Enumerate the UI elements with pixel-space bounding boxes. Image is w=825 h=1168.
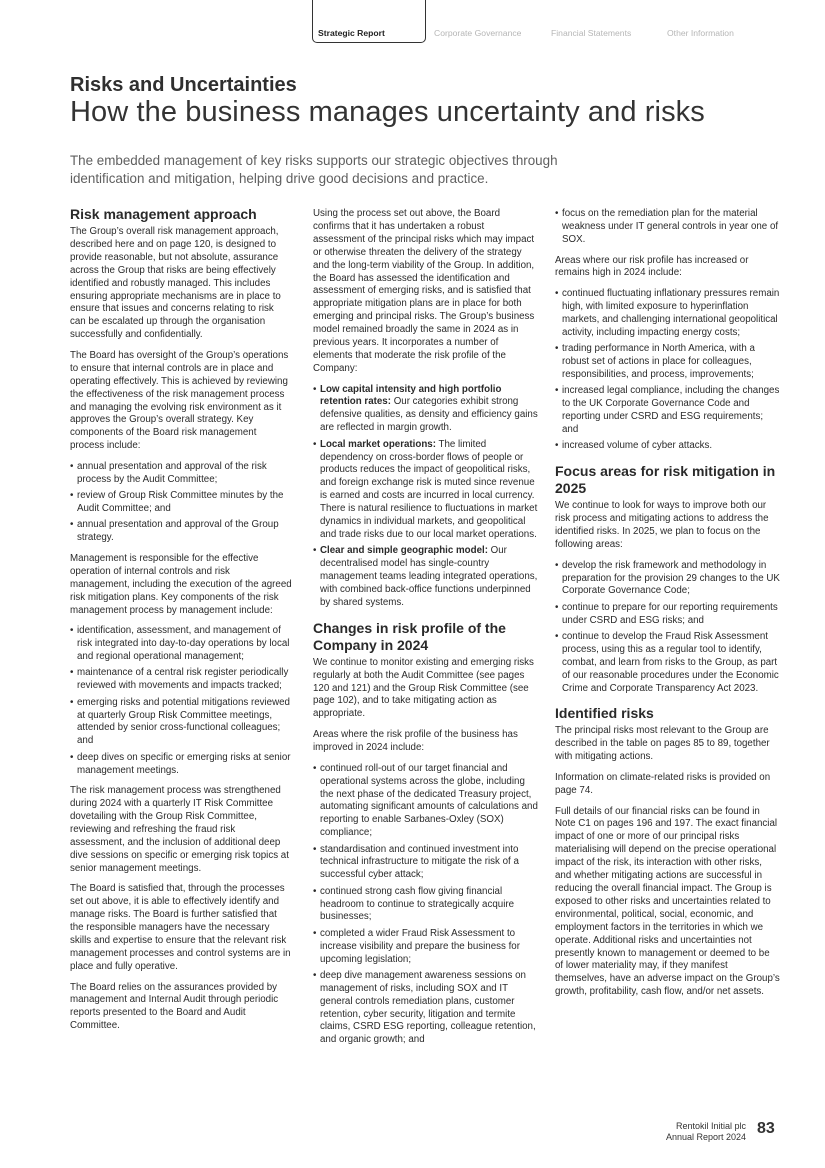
list-item: • annual presentation and approval of the risk process by the Audit Committee; — [70, 461, 292, 487]
list-item-text: The limited dependency on cross-border flows of people or products reduces the impact of geopolitical risks, and foreign exchange risk is muted since revenue is earned and costs are incurred in local currency. There is natural resilience to fluctuations in market dynamics in individual markets, and geopolitical and trade risks due to our local market operations. — [320, 438, 538, 540]
improved-risk-list-continued — [555, 208, 780, 247]
list-item: • review of Group Risk Committee minutes by the Audit Committee; and — [70, 490, 292, 516]
list-item — [313, 545, 538, 610]
paragraph: Full details of our financial risks can be found in Note C1 on pages 196 and 197. The exact financial impact of one or more of our principal risks materialising will depend on the precise operational impact of the risk, its interaction with other risks, and whether mitigating actions are successful in reducing the overall financial impact. The Group is exposed to other risks and uncertainties related to environmental, political, social, economic, and employment factors in the territories in which we operate. Additional risks and uncertainties not presently known to management or deemed to be of lower materiality may, if they manifest themselves, have an adverse impact on the Group’s growth, profitability, cash flow, and/or net assets. — [555, 805, 780, 998]
list-item — [313, 384, 538, 436]
list-item: • deep dive management awareness sessions on management of risks, including SOX and IT general controls remediation plans, customer retention, cyber security, litigation and termite claims, CSRD ESG reporting, colleague retention, and organic growth; and — [313, 970, 538, 1047]
list-item: • continued roll-out of our target financial and operational systems across the globe, including the next phase of the dedicated Treasury project, automating significant amounts of calculations and reporting to enable Sarbanes-Oxley (SOX) compliance; — [313, 763, 538, 840]
paragraph: Areas where our risk profile has increased or remains high in 2024 include: — [555, 254, 749, 279]
tab-financial-statements[interactable]: Financial Statements — [551, 28, 632, 38]
increased-risk-list — [555, 288, 780, 453]
paragraph: The Board relies on the assurances provided by management and Internal Audit through periodic reports presented to the Board and Audit Committee. — [70, 981, 279, 1032]
report-name: Annual Report 2024 — [665, 1132, 746, 1142]
list-item: • develop the risk framework and methodology in preparation for the provision 29 changes to the UK Corporate Governance Code; — [555, 560, 780, 599]
paragraph: The principal risks most relevant to the Group are described in the table on pages 85 to 89, together with mitigating actions. — [555, 725, 770, 763]
list-item-bold-label: Clear and simple geographic model: — [320, 545, 488, 557]
list-item-bold-label: Low capital intensity and high portfolio retention rates: — [320, 383, 502, 408]
footer-company — [666, 1121, 746, 1143]
tab-corporate-governance[interactable]: Corporate Governance — [434, 28, 522, 38]
paragraph: Using the process set out above, the Board confirms that it has undertaken a robust assessment of the principal risks which may impact or otherwise threaten the delivery of the strategy and the long-term viability of the Group. In addition, the Board has assessed the identification and assessment of emerging risks, and is satisfied that appropriate mitigation plans are in place for both emerging and principal risks. The Group’s business model remained broadly the same in 2024 as in previous years. It incorporates a number of elements that moderate the risk profile of the Company: — [313, 208, 535, 374]
heading-focus-areas: Focus areas for risk mitigation in 2025 — [555, 463, 776, 497]
list-item: • continue to prepare for our reporting requirements under CSRD and ESG risks; and — [555, 602, 780, 628]
list-item: • deep dives on specific or emerging risks at senior management meetings. — [70, 752, 292, 778]
list-item: • focus on the remediation plan for the material weakness under IT general controls in year one of SOX. — [555, 208, 780, 247]
business-model-elements-list — [313, 384, 538, 610]
focus-areas-list — [555, 560, 780, 696]
paragraph: We continue to look for ways to improve both our risk process and mitigating actions to address the identified risks. In 2025, we plan to focus on the following areas: — [555, 500, 769, 550]
section-title: Risks and Uncertainties — [70, 74, 297, 96]
list-item: • increased volume of cyber attacks. — [555, 440, 780, 453]
heading-changes-in-risk-profile: Changes in risk profile of the Company in 2024 — [313, 619, 506, 653]
heading-identified-risks: Identified risks — [555, 705, 654, 722]
board-process-list — [70, 461, 292, 545]
list-item: • increased legal compliance, including the changes to the UK Corporate Governance Code and reporting under CSRD and ESG requirements; and — [555, 385, 780, 437]
column-3 — [555, 208, 780, 1007]
list-item: • standardisation and continued investment into technical infrastructure to mitigate the risk of a successful cyber attack; — [313, 844, 538, 883]
list-item: • trading performance in North America, with a robust set of actions in place for colleagues, responsibilities, and process, improvements; — [555, 343, 780, 382]
tab-other-information[interactable]: Other Information — [667, 28, 734, 38]
list-item — [313, 439, 538, 542]
page-number: 83 — [757, 1120, 775, 1137]
column-2 — [313, 208, 538, 1055]
paragraph: Information on climate-related risks is provided on page 74. — [555, 771, 771, 796]
company-name: Rentokil Initial plc — [675, 1121, 746, 1131]
tab-strategic-report[interactable]: Strategic Report — [318, 28, 385, 38]
paragraph: Management is responsible for the effective operation of internal controls and risk management, including the execution of the agreed risk mitigation plans. Key components of the risk management process by management include: — [70, 553, 292, 616]
improved-risk-list — [313, 763, 538, 1048]
list-item-text: Our decentralised model has single-country management teams leading integrated operations, with combined back-office functions underpinned by shared systems. — [320, 545, 538, 608]
list-item: • continued strong cash flow giving financial headroom to continue to strategically acquire businesses; — [313, 886, 538, 925]
paragraph: The Board has oversight of the Group’s operations to ensure that internal controls are in place and operating effectively. This is achieved by reviewing the effectiveness of the risk management process and managing the evolving risk environment as it approves the Group’s overall strategy. Key components of the Board risk management process include: — [70, 349, 289, 452]
paragraph: We continue to monitor existing and emerging risks regularly at both the Audit Committee (see pages 120 and 121) and the Group Risk Committee (see page 102), and to take mitigating action as appropriate. — [313, 656, 534, 720]
list-item: • completed a wider Fraud Risk Assessment to increase visibility and prepare the business for upcoming legislation; — [313, 928, 538, 967]
list-item: • identification, assessment, and management of risk integrated into day-to-day operations by local and regional operational management; — [70, 625, 292, 664]
list-item: • emerging risks and potential mitigations reviewed at quarterly Group Risk Committee meetings, attended by senior cross-functional colleagues; and — [70, 697, 292, 749]
intro-text: The embedded management of key risks supports our strategic objectives through identification and mitigation, helping drive good decisions and practice. — [70, 153, 558, 186]
list-item-bold-label: Local market operations: — [320, 438, 436, 450]
paragraph: The Board is satisfied that, through the processes set out above, it is able to effectively identify and manage risks. The Board is further satisfied that the responsible managers have the necessary skills and expertise to ensure that the relevant risk management processes and control systems are in place and fully operative. — [70, 883, 291, 972]
list-item: • annual presentation and approval of the Group strategy. — [70, 519, 292, 545]
list-item: • continue to develop the Fraud Risk Assessment process, using this as a regular tool to identify, combat, and learn from risks to the Group, as part of our reasonable procedures under the Economic Crime and Corporate Transparency Act 2023. — [555, 631, 780, 696]
management-process-list — [70, 625, 292, 777]
paragraph: The risk management process was strengthened during 2024 with a quarterly IT Risk Committee dovetailing with the Group Risk Committee, reviewing and refreshing the fraud risk assessment, and the inclusion of additional deep dive sessions on specific or emerging risk topics at senior management meetings. — [70, 785, 289, 874]
page-title: How the business manages uncertainty and risks — [70, 96, 705, 128]
column-1 — [70, 206, 292, 1041]
paragraph: The Group’s overall risk management approach, described here and on page 120, is designed to provide reasonable, but not absolute, assurance across the Group that risks are being effectively identified and robustly managed. This includes ensuring appropriate mechanisms are in place to ensure that issues and concerns relating to risk can be escalated up through the organisation successfully and confidentially. — [70, 226, 281, 341]
heading-risk-management-approach: Risk management approach — [70, 206, 257, 222]
paragraph: Areas where the risk profile of the business has improved in 2024 include: — [313, 729, 518, 753]
top-navigation — [0, 0, 825, 48]
list-item: • maintenance of a central risk register periodically reviewed with movements and impacts tracked; — [70, 667, 292, 693]
list-item: • continued fluctuating inflationary pressures remain high, with limited exposure to hyperinflation markets, and challenging international geopolitical activity, including impacting energy costs; — [555, 288, 780, 340]
list-item-text: Our categories exhibit strong defensive qualities, as density and efficiency gains are reflected in margin growth. — [320, 396, 538, 434]
